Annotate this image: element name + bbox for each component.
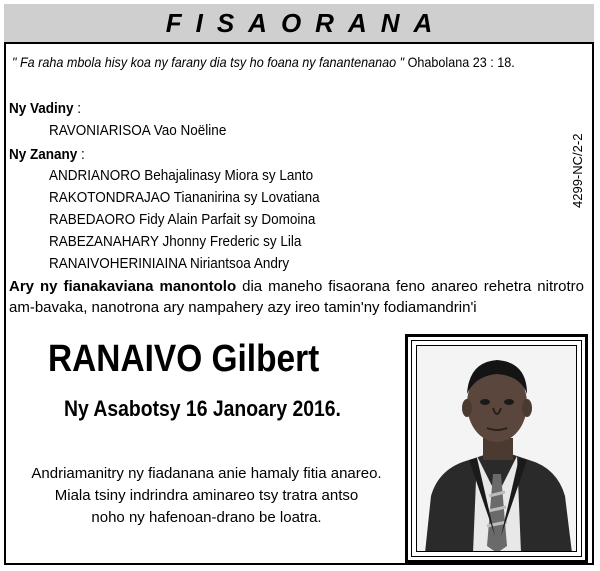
children-heading <box>9 146 85 163</box>
quote-reference: Ohabolana 23 : 18. <box>407 54 515 70</box>
deceased-name: RANAIVO Gilbert <box>48 338 320 380</box>
children-list <box>49 165 320 275</box>
thanks-paragraph <box>9 276 584 318</box>
quote-text: " Fa raha mbola hisy koa ny farany dia tsy ho foana ny fanantenanao " <box>12 54 405 70</box>
spouse-name: RAVONIARISOA Vao Noëline <box>49 122 227 139</box>
child-name: RABEZANAHARY Jhonny Frederic sy Lila <box>49 233 302 250</box>
closing-message <box>14 463 399 529</box>
child-name: RAKOTONDRAJAO Tiananirina sy Lovatiana <box>49 189 320 206</box>
spouse-separator: : <box>73 100 82 117</box>
portrait-frame <box>405 334 588 563</box>
header-bar <box>4 4 594 44</box>
portrait-image <box>417 346 577 552</box>
spouse-list <box>49 120 226 142</box>
child-name: ANDRIANORO Behajalinasy Miora sy Lanto <box>49 167 314 184</box>
children-separator: : <box>77 146 85 163</box>
closing-line: Miala tsiny indrindra aminareo tsy tratra antso <box>54 487 359 504</box>
death-date: Ny Asabotsy 16 Janoary 2016. <box>64 396 341 421</box>
closing-line: noho ny hafenoan-drano be loatra. <box>91 509 322 526</box>
children-label: Ny Zanany <box>9 146 78 163</box>
side-reference: 4299-NC/2-2 <box>570 133 585 208</box>
child-name: RABEDAORO Fidy Alain Parfait sy Domoina <box>49 211 316 228</box>
spouse-label: Ny Vadiny <box>9 100 74 117</box>
child-name: RANAIVOHERINIAINA Niriantsoa Andry <box>49 255 290 272</box>
paragraph-text: dia maneho fisaorana feno anareo rehetra nitrotro am-bavaka, nanotrona ary nampahery azy ireo tamin'ny fodiamandrin'i <box>9 278 584 316</box>
bible-quote <box>12 54 515 70</box>
spouse-heading <box>9 100 81 117</box>
portrait-photo <box>416 345 577 552</box>
closing-line: Andriamanitry ny fiadanana anie hamaly fitia anareo. <box>31 465 382 482</box>
paragraph-lead: Ary ny fianakaviana manontolo <box>9 278 237 295</box>
notice-title: FISAORANA <box>165 7 447 38</box>
